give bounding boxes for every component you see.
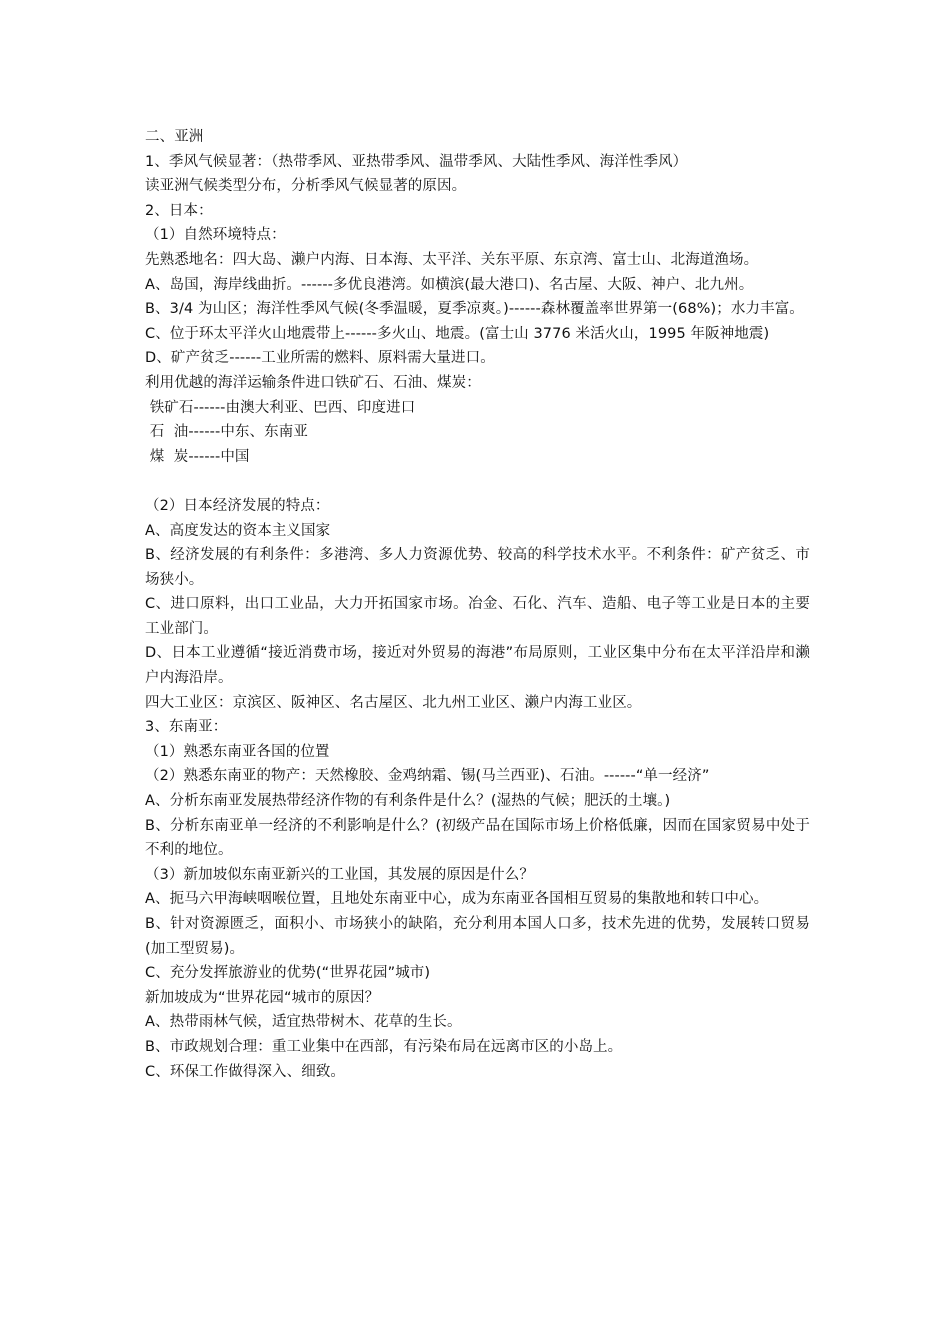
text-line: A、分析东南亚发展热带经济作物的有利条件是什么？(湿热的气候；肥沃的土壤。) (145, 793, 671, 810)
document-body (145, 125, 810, 1084)
text-line: 煤 炭------中国 (145, 448, 250, 465)
text-line: 四大工业区：京滨区、阪神区、名古屋区、北九州工业区、濑户内海工业区。 (145, 694, 642, 711)
text-line: B、市政规划合理：重工业集中在西部，有污染布局在远离市区的小岛上。 (145, 1038, 623, 1055)
text-line: C、环保工作做得深入、细致。 (145, 1063, 346, 1080)
text-line: 新加坡成为“世界花园“城市的原因？ (145, 989, 380, 1006)
text-line: 先熟悉地名：四大岛、濑户内海、日本海、太平洋、关东平原、东京湾、富士山、北海道渔场。 (145, 251, 759, 268)
text-line: C、充分发挥旅游业的优势(“世界花园”城市) (145, 965, 431, 982)
text-line: 读亚洲气候类型分布，分析季风气候显著的原因。 (145, 178, 467, 195)
subsection-heading: （3）新加坡似东南亚新兴的工业国，其发展的原因是什么？ (145, 866, 534, 883)
subsection-heading: （2）日本经济发展的特点： (145, 497, 330, 514)
subsection-heading: （1）熟悉东南亚各国的位置 (145, 743, 330, 760)
section-heading: 二、亚洲 (145, 129, 204, 145)
text-line: C、位于环太平洋火山地震带上------多火山、地震。(富士山 3776 米活火山，1995 年阪神地震) (145, 325, 770, 342)
text-line: D、矿产贫乏------工业所需的燃料、原料需大量进口。 (145, 350, 495, 367)
text-line: A、热带雨林气候，适宜热带树木、花草的生长。 (145, 1014, 462, 1031)
text-line: B、经济发展的有利条件：多港湾、多人力资源优势、较高的科学技术水平。不利条件：矿产贫乏、市场狭小。 (145, 547, 810, 588)
text-line: 铁矿石------由澳大利亚、巴西、印度进口 (145, 399, 416, 416)
text-line: C、进口原料，出口工业品，大力开拓国家市场。冶金、石化、汽车、造船、电子等工业是日本的主要工业部门。 (145, 596, 810, 637)
text-line: A、扼马六甲海峡咽喉位置，且地处东南亚中心，成为东南亚各国相互贸易的集散地和转口中心。 (145, 891, 769, 908)
text-line: A、岛国，海岸线曲折。------多优良港湾。如横滨(最大港口)、名古屋、大阪、神户、北九州。 (145, 276, 754, 293)
subsection-heading: （1）自然环境特点： (145, 227, 286, 244)
blank-line (145, 469, 810, 494)
text-line: B、分析东南亚单一经济的不利影响是什么？(初级产品在国际市场上价格低廉，因而在国家贸易中处于不利的地位。 (145, 817, 810, 859)
text-line: 石 油------中东、东南亚 (145, 424, 308, 441)
section-heading: 2、日本： (145, 202, 213, 219)
text-line: A、高度发达的资本主义国家 (145, 522, 331, 539)
text-line: 1、季风气候显著：（热带季风、亚热带季风、温带季风、大陆性季风、海洋性季风） (145, 153, 688, 170)
text-line: B、针对资源匮乏，面积小、市场狭小的缺陷，充分利用本国人口多，技术先进的优势，发展转口贸易(加工型贸易)。 (145, 916, 810, 957)
text-line: B、3/4 为山区；海洋性季风气候(冬季温暖，夏季凉爽。)------森林覆盖率世界第一(68%)；水力丰富。 (145, 301, 804, 318)
section-heading: 3、东南亚： (145, 719, 228, 736)
text-line: 利用优越的海洋运输条件进口铁矿石、石油、煤炭： (145, 374, 481, 391)
text-line: D、日本工业遵循“接近消费市场，接近对外贸易的海港”布局原则，工业区集中分布在太平洋沿岸和濑户内海沿岸。 (145, 645, 810, 687)
subsection-heading: （2）熟悉东南亚的物产：天然橡胶、金鸡纳霜、锡(马兰西亚)、石油。------“单一经济” (145, 768, 710, 785)
